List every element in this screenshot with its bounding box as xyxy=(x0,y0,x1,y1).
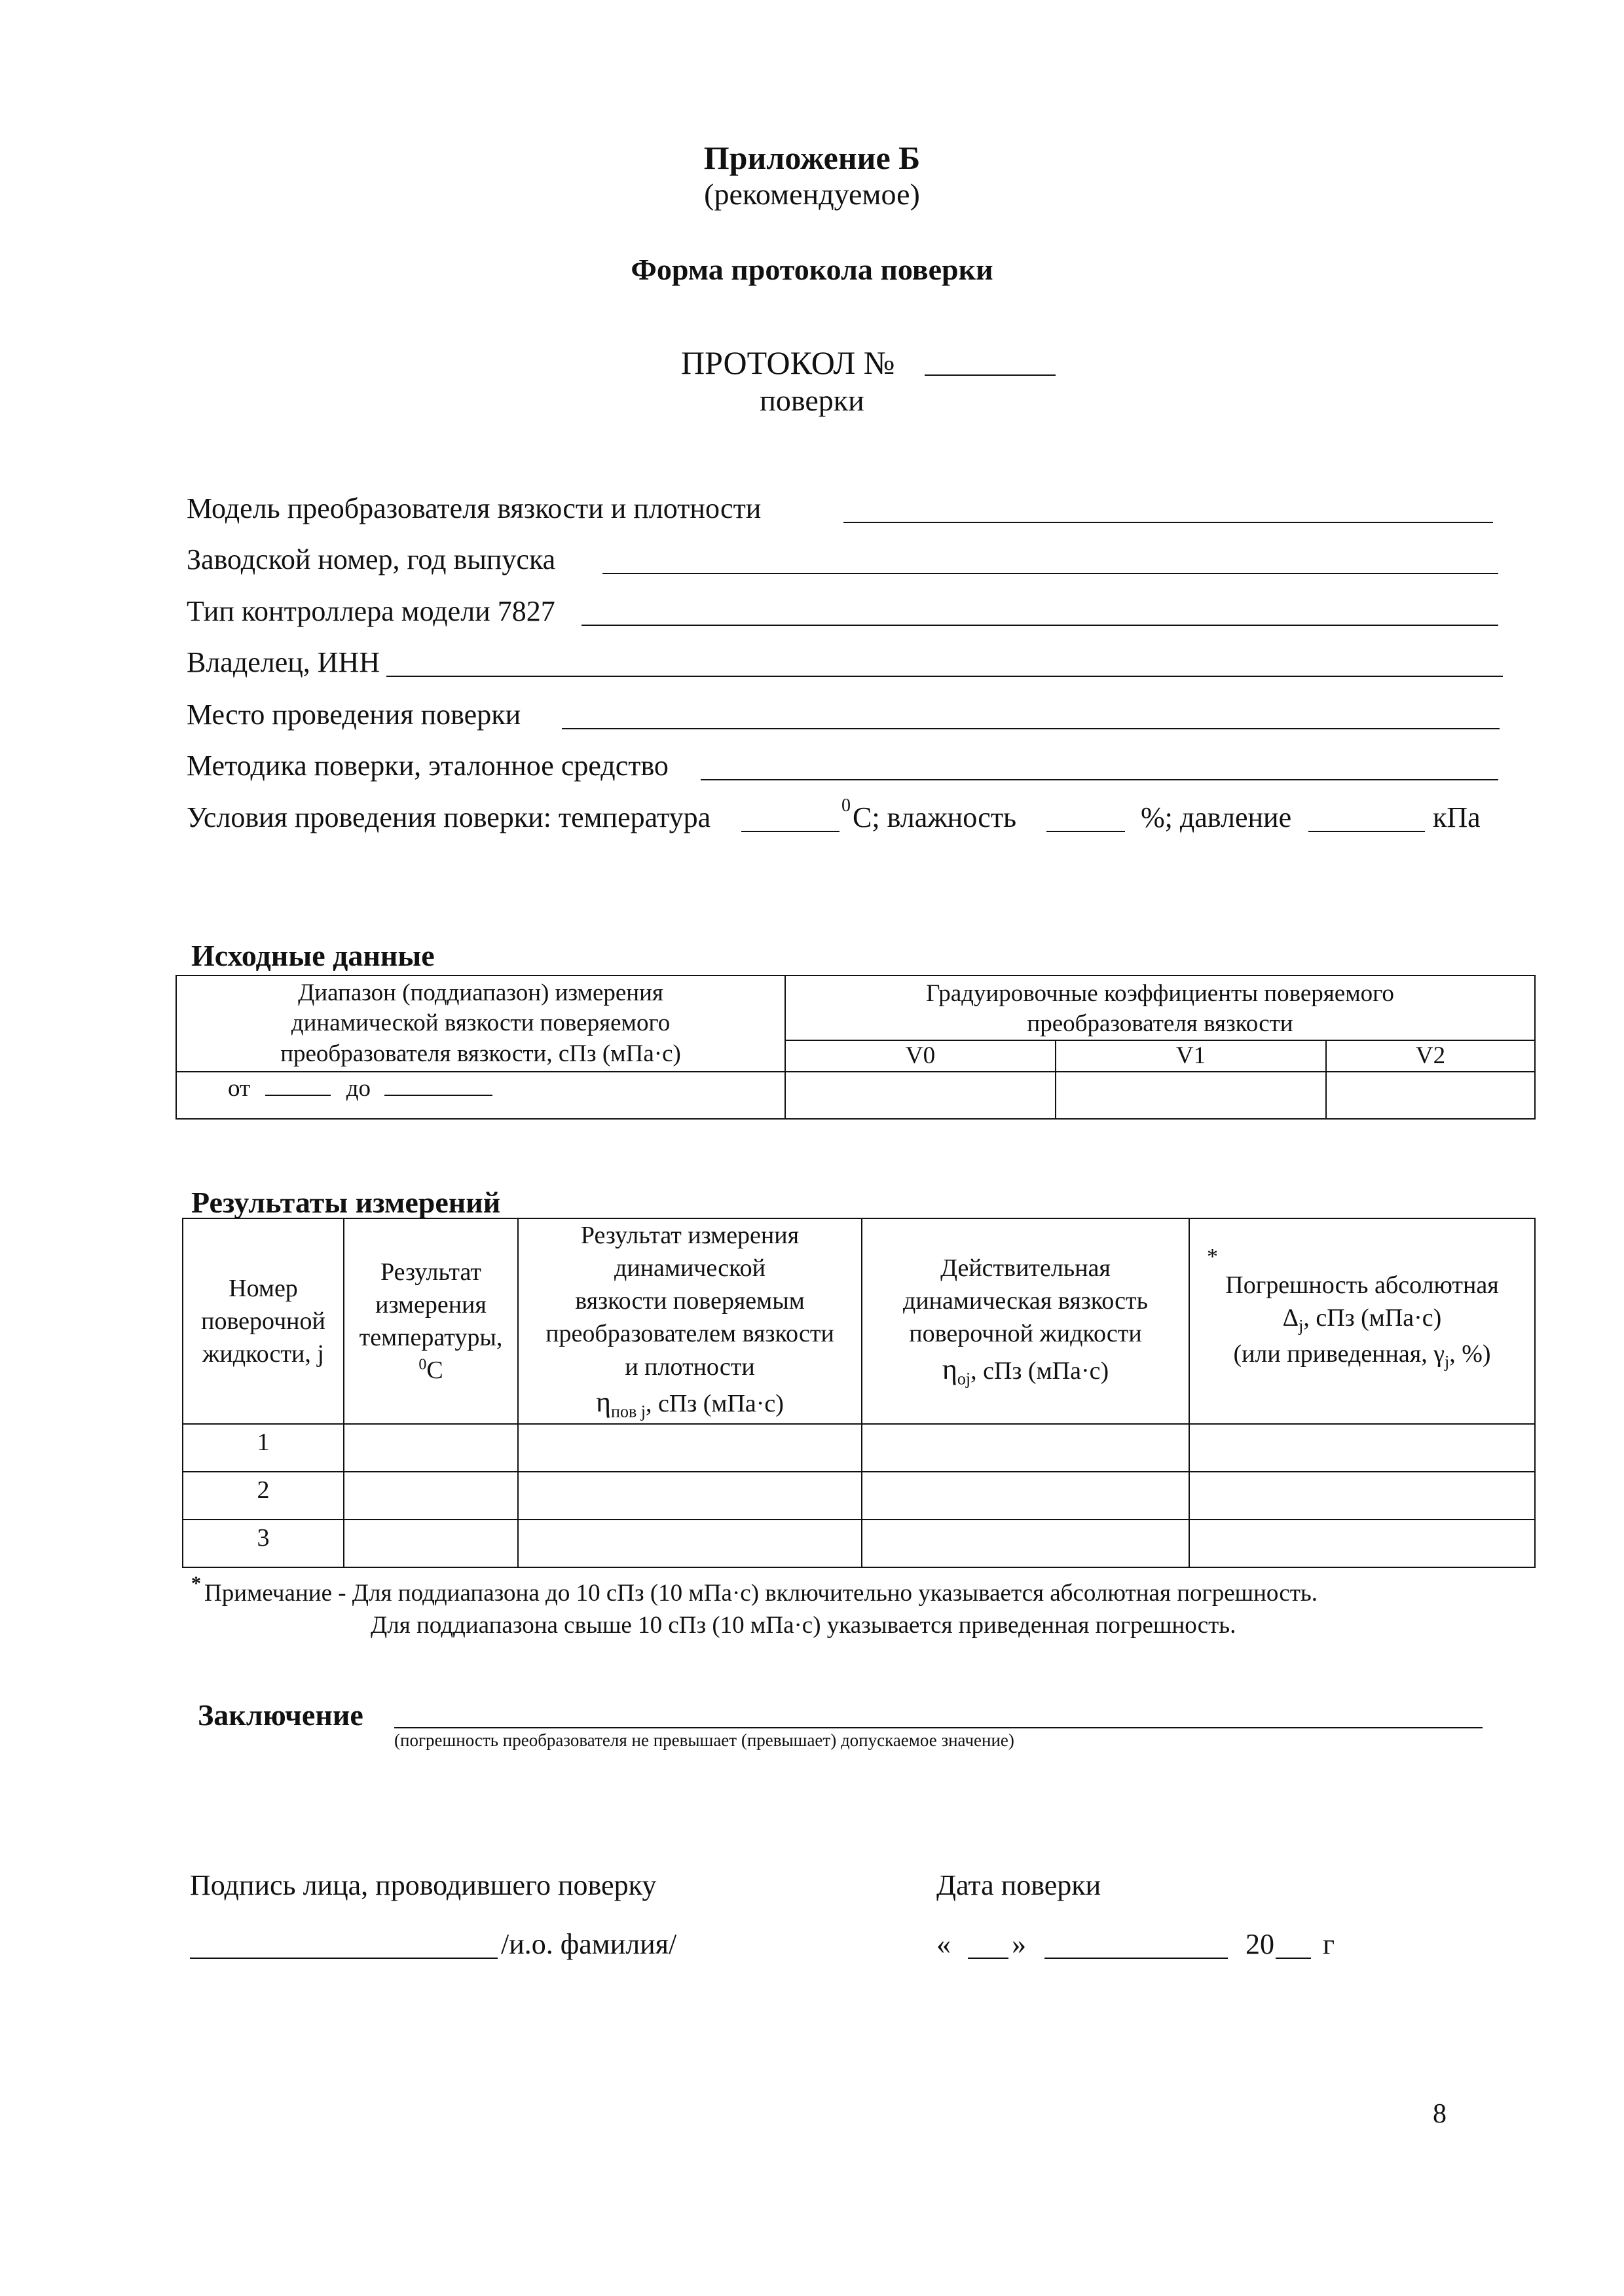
table-row xyxy=(183,1472,1535,1520)
cell[interactable] xyxy=(518,1520,862,1567)
coef-v2-cell[interactable] xyxy=(1326,1072,1535,1119)
results-table xyxy=(182,1218,1536,1568)
delta-symbol: Δ xyxy=(1282,1304,1299,1332)
field-model-input[interactable] xyxy=(843,522,1493,523)
col-temp-line1: Результат xyxy=(380,1258,481,1286)
date-year-prefix: 20 xyxy=(1246,1928,1274,1960)
eta-subscript: oj xyxy=(957,1369,971,1389)
field-serial-label: Заводской номер, год выпуска xyxy=(187,543,556,575)
conclusion-hint: (погрешность преобразователя не превышает (превышает) допускаемое значение) xyxy=(394,1730,1014,1750)
signature-input[interactable] xyxy=(190,1958,498,1959)
col-actual-line2: динамическая вязкость xyxy=(903,1287,1148,1315)
range-header-line3: преобразователя вязкости, сПз (мПа·с) xyxy=(280,1040,681,1067)
eta-symbol: η xyxy=(942,1353,957,1385)
field-controller-label: Тип контроллера модели 7827 xyxy=(187,595,555,627)
page-number: 8 xyxy=(1433,2099,1447,2129)
field-controller-input[interactable] xyxy=(581,625,1498,626)
range-from-input[interactable] xyxy=(265,1076,331,1096)
coef-v0-header: V0 xyxy=(785,1040,1056,1072)
signature-label: Подпись лица, проводившего поверку xyxy=(190,1869,657,1901)
pressure-input[interactable] xyxy=(1308,831,1425,832)
range-to-input[interactable] xyxy=(384,1076,492,1096)
col-number-line3: жидкости, j xyxy=(202,1339,324,1368)
field-place-label: Место проведения поверки xyxy=(187,699,521,731)
range-to-label: до xyxy=(346,1074,371,1102)
coef-v0-cell[interactable] xyxy=(785,1072,1056,1119)
col-measured-line6 xyxy=(523,1383,857,1423)
table-row xyxy=(183,1424,1535,1472)
coef-v2-header: V2 xyxy=(1326,1040,1535,1072)
row-number: 2 xyxy=(183,1472,344,1520)
conclusion-label: Заключение xyxy=(198,1698,363,1732)
date-year-input[interactable] xyxy=(1276,1958,1311,1959)
row-number: 1 xyxy=(183,1424,344,1472)
gamma-suffix: , %) xyxy=(1449,1339,1491,1368)
conclusion-input[interactable] xyxy=(394,1727,1483,1728)
range-cell xyxy=(176,1072,785,1119)
date-label: Дата поверки xyxy=(936,1869,1101,1901)
coef-v1-header: V1 xyxy=(1056,1040,1326,1072)
col-number-line1: Номер xyxy=(229,1274,298,1302)
field-owner-label: Владелец, ИНН xyxy=(187,646,380,678)
form-title: Форма протокола поверки xyxy=(631,253,993,286)
cell[interactable] xyxy=(344,1472,518,1520)
col-error-line2 xyxy=(1194,1302,1530,1338)
col-measured-unit: , сПз (мПа·с) xyxy=(645,1389,784,1417)
signature-name-hint: /и.о. фамилия/ xyxy=(501,1928,677,1960)
date-year-suffix: г xyxy=(1323,1928,1335,1960)
pressure-unit: кПа xyxy=(1433,801,1481,833)
cell[interactable] xyxy=(862,1472,1189,1520)
field-place-input[interactable] xyxy=(562,728,1500,729)
coef-v1-cell[interactable] xyxy=(1056,1072,1326,1119)
cell[interactable] xyxy=(862,1424,1189,1472)
col-temp-line4 xyxy=(348,1354,513,1387)
range-header-line2: динамической вязкости поверяемого xyxy=(291,1010,671,1037)
humidity-input[interactable] xyxy=(1046,831,1125,832)
gamma-subscript: j xyxy=(1445,1352,1450,1372)
col-actual-unit: , сПз (мПа·с) xyxy=(970,1357,1109,1385)
date-quote-open: « xyxy=(936,1928,951,1960)
col-error-header xyxy=(1189,1218,1535,1424)
field-method-label: Методика поверки, эталонное средство xyxy=(187,750,669,782)
col-measured-line1: Результат измерения xyxy=(580,1222,800,1249)
row-number: 3 xyxy=(183,1520,344,1567)
coefs-header-line1: Градуировочные коэффициенты поверяемого xyxy=(926,980,1394,1007)
col-number-line2: поверочной xyxy=(201,1307,325,1335)
date-quote-close: » xyxy=(1012,1928,1026,1960)
range-header xyxy=(176,975,785,1072)
col-temp-unit: С xyxy=(426,1357,443,1384)
cell[interactable] xyxy=(1189,1424,1535,1472)
coefs-header xyxy=(785,975,1535,1040)
degree-sup: 0 xyxy=(841,795,851,816)
cell[interactable] xyxy=(862,1520,1189,1567)
field-method-input[interactable] xyxy=(701,779,1498,780)
col-number-header xyxy=(183,1218,344,1424)
results-title: Результаты измерений xyxy=(191,1186,501,1219)
cell[interactable] xyxy=(344,1520,518,1567)
initial-data-table xyxy=(175,975,1536,1120)
error-star: * xyxy=(1207,1245,1218,1269)
cell[interactable] xyxy=(1189,1520,1535,1567)
col-measured-line3: вязкости поверяемым xyxy=(575,1287,805,1315)
note-star: * xyxy=(191,1573,201,1594)
humidity-unit: %; давление xyxy=(1141,801,1292,833)
col-temp-line2: измерения xyxy=(375,1290,487,1319)
delta-subscript: j xyxy=(1299,1316,1304,1336)
col-actual-line4 xyxy=(866,1351,1185,1391)
field-owner-input[interactable] xyxy=(386,676,1503,677)
col-temperature-header xyxy=(344,1218,518,1424)
protocol-number-line[interactable] xyxy=(925,374,1056,376)
temperature-unit: С; влажность xyxy=(853,801,1017,833)
col-actual-viscosity-header xyxy=(862,1218,1189,1424)
date-month-input[interactable] xyxy=(1044,1958,1228,1959)
temperature-input[interactable] xyxy=(741,831,840,832)
col-actual-line1: Действительная xyxy=(940,1254,1111,1283)
cell[interactable] xyxy=(344,1424,518,1472)
col-error-unit: , сПз (мПа·с) xyxy=(1303,1304,1442,1332)
eta-subscript: пов j xyxy=(611,1402,646,1421)
note-line2: Для поддиапазона свыше 10 сПз (10 мПа·с) указывается приведенная погрешность. xyxy=(371,1612,1236,1639)
cell[interactable] xyxy=(1189,1472,1535,1520)
col-error-line1: Погрешность абсолютная xyxy=(1225,1271,1499,1299)
conditions-label: Условия проведения поверки: температура xyxy=(187,801,711,833)
range-header-line1: Диапазон (поддиапазон) измерения xyxy=(298,979,663,1006)
col-measured-line2: динамической xyxy=(614,1254,766,1283)
eta-symbol: η xyxy=(596,1385,612,1418)
col-temp-degree: 0 xyxy=(418,1356,427,1374)
range-from-label: от xyxy=(228,1074,251,1102)
col-temp-line3: температуры, xyxy=(359,1323,503,1351)
appendix-subtitle: (рекомендуемое) xyxy=(704,177,920,211)
protocol-subtitle: поверки xyxy=(760,384,864,417)
cell[interactable] xyxy=(518,1472,862,1520)
col-actual-line3: поверочной жидкости xyxy=(909,1320,1142,1348)
note-line1: Примечание - Для поддиапазона до 10 сПз (10 мПа·с) включительно указывается абсолютная погрешность. xyxy=(204,1580,1318,1607)
appendix-title: Приложение Б xyxy=(703,139,921,176)
col-measured-line5: и плотности xyxy=(625,1353,755,1381)
col-measured-line4: преобразователем вязкости xyxy=(545,1320,834,1348)
field-model-label: Модель преобразователя вязкости и плотности xyxy=(187,492,762,524)
protocol-title: ПРОТОКОЛ № xyxy=(681,344,895,381)
field-serial-input[interactable] xyxy=(602,573,1498,574)
table-row xyxy=(183,1520,1535,1567)
coefs-header-line2: преобразователя вязкости xyxy=(1027,1010,1293,1038)
col-error-line3 xyxy=(1194,1338,1530,1374)
gamma-text: (или приведенная, γ xyxy=(1233,1339,1445,1368)
col-measured-viscosity-header xyxy=(518,1218,862,1424)
initial-data-title: Исходные данные xyxy=(191,939,435,972)
cell[interactable] xyxy=(518,1424,862,1472)
date-day-input[interactable] xyxy=(968,1958,1008,1959)
